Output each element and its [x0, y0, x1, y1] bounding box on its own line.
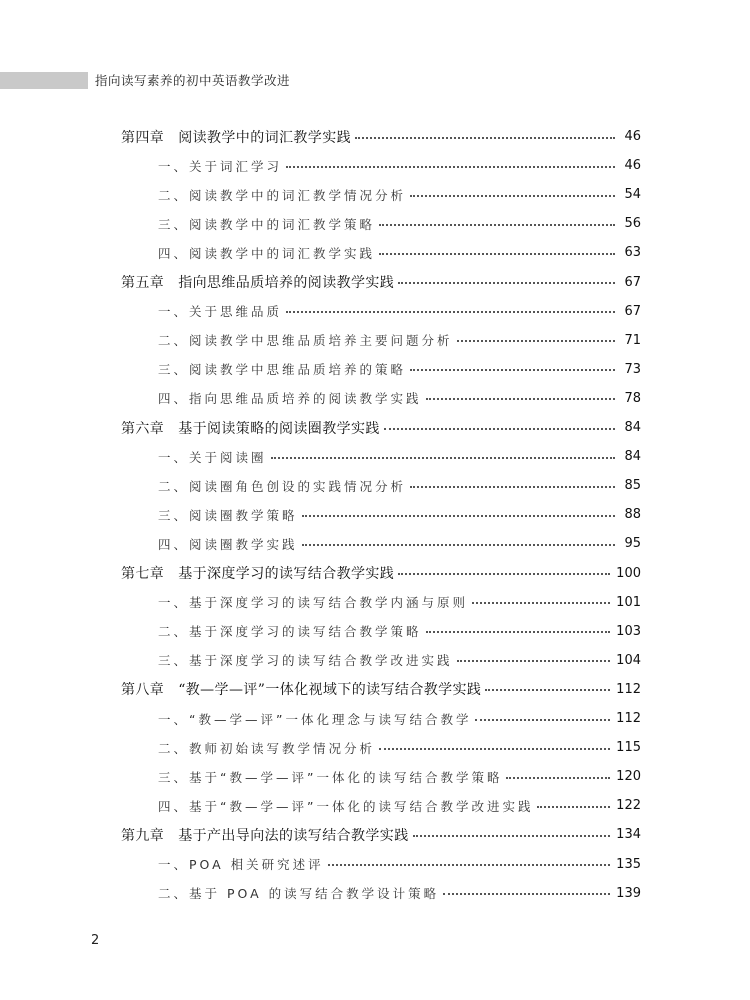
toc-page-number: 63	[624, 245, 641, 261]
dot-leader	[485, 689, 610, 691]
toc-chapter-entry[interactable]	[121, 122, 641, 151]
page-number: 2	[91, 933, 100, 948]
chapter-title: 基于阅读策略的阅读圈教学实践	[178, 420, 380, 437]
dot-leader	[302, 544, 615, 546]
toc-page-number: 101	[616, 594, 641, 610]
chapter-title: 基于产出导向法的读写结合教学实践	[178, 827, 409, 844]
toc-page-number: 78	[624, 390, 641, 406]
toc-section-entry[interactable]	[158, 733, 641, 762]
toc-section-entry[interactable]	[158, 442, 641, 471]
toc-chapter-entry[interactable]	[121, 559, 641, 588]
dot-leader	[271, 457, 615, 459]
section-title: 三、阅读教学中的词汇教学策略	[158, 216, 376, 232]
toc-section-entry[interactable]	[158, 762, 641, 791]
chapter-number: 第五章	[121, 275, 165, 291]
toc-page-number: 67	[624, 303, 641, 319]
toc-section-entry[interactable]	[158, 850, 641, 879]
dot-leader	[286, 311, 615, 313]
toc-page-number: 135	[616, 856, 641, 872]
dot-leader	[379, 253, 615, 255]
toc-chapter-entry[interactable]	[121, 820, 641, 849]
dot-leader	[355, 137, 615, 139]
toc-page-number: 71	[624, 332, 641, 348]
toc-section-entry[interactable]	[158, 588, 641, 617]
dot-leader	[537, 806, 610, 808]
section-title: 二、阅读教学中的词汇教学情况分析	[158, 187, 407, 203]
toc-section-entry[interactable]	[158, 471, 641, 500]
section-title: 一、关于阅读圈	[158, 449, 267, 465]
toc-page-number: 103	[616, 623, 641, 639]
toc-page-number: 112	[616, 711, 641, 726]
section-title: 四、阅读教学中的词汇教学实践	[158, 245, 376, 261]
chapter-title: “教—学—评”一体化视域下的读写结合教学实践	[178, 682, 482, 699]
dot-leader	[410, 369, 615, 371]
running-header-title: 指向读写素养的初中英语教学改进	[95, 73, 291, 88]
chapter-number: 第四章	[121, 129, 165, 146]
toc-page-number: 120	[616, 769, 641, 785]
toc-section-entry[interactable]	[158, 151, 641, 180]
dot-leader	[302, 515, 615, 517]
chapter-number: 第六章	[121, 420, 165, 437]
section-title: 二、教师初始读写教学情况分析	[158, 740, 376, 756]
section-title: 一、关于思维品质	[158, 304, 283, 320]
section-title: 三、阅读教学中思维品质培养的策略	[158, 362, 407, 378]
section-title: 四、阅读圈教学实践	[158, 536, 298, 552]
toc-section-entry[interactable]	[158, 326, 641, 355]
toc-section-entry[interactable]	[158, 646, 641, 675]
chapter-number: 第七章	[121, 566, 165, 582]
section-title: 二、阅读圈角色创设的实践情况分析	[158, 478, 407, 494]
toc-section-entry[interactable]	[158, 297, 641, 326]
dot-leader	[475, 719, 610, 721]
toc-page-number: 46	[624, 158, 641, 174]
dot-leader	[328, 864, 610, 866]
dot-leader	[286, 166, 615, 168]
toc-page-number: 122	[616, 798, 641, 814]
dot-leader	[413, 835, 611, 837]
dot-leader	[410, 195, 615, 197]
chapter-number: 第八章	[121, 682, 165, 699]
toc-page-number: 104	[616, 652, 641, 668]
dot-leader	[443, 893, 610, 895]
toc-page-number: 100	[616, 565, 641, 581]
toc-chapter-entry[interactable]	[121, 413, 641, 442]
section-title: 二、阅读教学中思维品质培养主要问题分析	[158, 333, 453, 349]
section-title: 二、基于 POA 的读写结合教学设计策略	[158, 886, 440, 902]
chapter-title: 指向思维品质培养的阅读教学实践	[178, 275, 395, 291]
toc-page-number: 67	[624, 274, 641, 290]
toc-page-number: 139	[616, 885, 641, 901]
toc-section-entry[interactable]	[158, 791, 641, 820]
chapter-title: 基于深度学习的读写结合教学实践	[178, 566, 395, 582]
section-title: 三、阅读圈教学策略	[158, 507, 298, 523]
toc-page-number: 56	[624, 216, 641, 232]
section-title: 四、基于“教—学—评”一体化的读写结合教学改进实践	[158, 798, 534, 814]
dot-leader	[384, 428, 615, 430]
toc-page-number: 46	[624, 129, 641, 144]
toc-section-entry[interactable]	[158, 180, 641, 209]
section-title: 三、基于“教—学—评”一体化的读写结合教学策略	[158, 769, 503, 785]
toc-chapter-entry[interactable]	[121, 268, 641, 297]
toc-section-entry[interactable]	[158, 500, 641, 529]
toc-page-number: 84	[624, 449, 641, 465]
section-title: 三、基于深度学习的读写结合教学改进实践	[158, 653, 453, 669]
chapter-title: 阅读教学中的词汇教学实践	[178, 129, 352, 146]
toc-section-entry[interactable]	[158, 617, 641, 646]
toc-section-entry[interactable]	[158, 355, 641, 384]
dot-leader	[472, 602, 610, 604]
dot-leader	[398, 573, 610, 575]
header-band	[0, 72, 88, 89]
section-title: 一、POA 相关研究述评	[158, 857, 324, 872]
chapter-number: 第九章	[121, 827, 165, 844]
dot-leader	[426, 631, 611, 633]
dot-leader	[426, 398, 615, 400]
dot-leader	[506, 777, 610, 779]
section-title: 一、“教—学—评”一体化理念与读写结合教学	[158, 711, 472, 727]
dot-leader	[398, 282, 615, 284]
toc-page-number: 85	[624, 478, 641, 494]
dot-leader	[379, 224, 615, 226]
toc-page-number: 115	[616, 740, 641, 756]
toc-page-number: 95	[624, 536, 641, 552]
toc-page-number: 88	[624, 507, 641, 523]
toc-page-number: 54	[624, 187, 641, 203]
toc-section-entry[interactable]	[158, 529, 641, 558]
toc-section-entry[interactable]	[158, 384, 641, 413]
section-title: 一、基于深度学习的读写结合教学内涵与原则	[158, 595, 469, 611]
toc-section-entry[interactable]	[158, 704, 641, 733]
dot-leader	[457, 340, 615, 342]
dot-leader	[457, 660, 611, 662]
toc-section-entry[interactable]	[158, 209, 641, 238]
toc-section-entry[interactable]	[158, 238, 641, 267]
toc-page-number: 112	[616, 681, 641, 697]
toc-chapter-entry[interactable]	[121, 675, 641, 704]
dot-leader	[379, 748, 610, 750]
toc-section-entry[interactable]	[158, 879, 641, 908]
toc-page-number: 134	[616, 827, 641, 843]
section-title: 二、基于深度学习的读写结合教学策略	[158, 624, 422, 640]
toc-page-number: 84	[624, 420, 641, 435]
section-title: 一、关于词汇学习	[158, 158, 283, 174]
toc-page-number: 73	[624, 361, 641, 377]
dot-leader	[410, 486, 615, 488]
section-title: 四、指向思维品质培养的阅读教学实践	[158, 391, 422, 407]
